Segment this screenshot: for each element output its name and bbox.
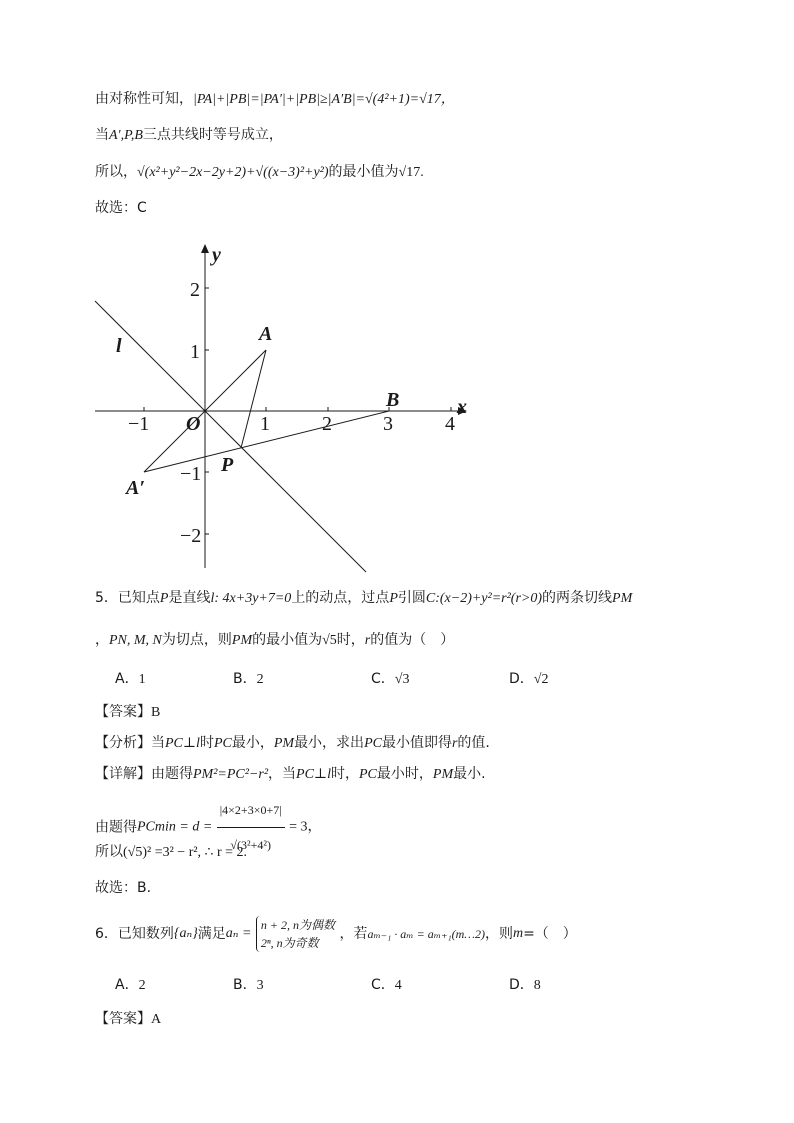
- label-B: B: [386, 389, 400, 411]
- tick-x-neg1: −1: [128, 413, 150, 435]
- q6-option-b[interactable]: B．3: [233, 977, 264, 993]
- q5-answer-final: 故选：B.: [95, 880, 152, 896]
- tick-y-1: 1: [190, 341, 200, 363]
- circle-equation: C:(x−2)+y²=r²(r>0): [425, 591, 543, 606]
- label-A-prime: A′: [126, 477, 145, 499]
- tick-x-2: 2: [322, 413, 332, 435]
- q5-stem-line-1: 5．已知点P是直线l: 4x+3y+7=0上的动点，过点P引圆C:(x−2)+y²=r²(r>0)的两条切线PM: [95, 590, 633, 606]
- q6-options: [115, 975, 715, 995]
- q5-option-c[interactable]: C．√3: [371, 671, 410, 687]
- symmetry-inequality: |PA|+|PB|=|PA′|+|PB|≥|A′B|=√(4²+1)=√17，: [193, 92, 455, 107]
- q5-option-a[interactable]: A．1: [115, 671, 146, 687]
- q5-stem-line-2: ，PN, M, N为切点，则PM的最小值为√5时，r的值为（ ）: [95, 632, 455, 648]
- label-P: P: [221, 454, 234, 476]
- solution-line-3: 所以，√(x²+y²−2x−2y+2)+√((x−3)²+y²)的最小值为√17.: [95, 164, 424, 180]
- piecewise-cases: n + 2, n为偶数 2ⁿ, n为奇数: [256, 916, 335, 952]
- q6-option-a[interactable]: A．2: [115, 977, 146, 993]
- q6-answer: 【答案】A: [95, 1011, 162, 1027]
- label-A: A: [259, 323, 273, 345]
- q5-calc: 由题得PCmin = d = $\frac{|4\times 2+3\times 0+7|}{\text{√(3²+4²)}}$ = 3，: [95, 793, 321, 862]
- segment-OA: [205, 350, 266, 411]
- recurrence-condition: aₘ₋₁ · aₘ = aₘ₊₁(m…2): [367, 927, 485, 941]
- tick-x-3: 3: [383, 413, 393, 435]
- label-y-axis: y: [212, 244, 221, 266]
- tick-y-neg2: −2: [180, 525, 202, 547]
- q6-option-d[interactable]: D．8: [509, 977, 541, 993]
- tick-x-4: 4: [445, 413, 455, 435]
- label-l: l: [116, 335, 122, 357]
- q6-option-c[interactable]: C．4: [371, 977, 402, 993]
- solution-answer: 故选：C: [95, 200, 147, 216]
- coordinate-figure: [90, 238, 480, 578]
- line-equation: l: 4x+3y+7=0: [210, 591, 292, 606]
- q6-stem: 6．已知数列{aₙ}满足aₙ = n + 2, n为偶数 2ⁿ, n为奇数 ，若aₘ₋₁ · aₘ = aₘ₊₁(m…2)，则m=（ ）: [95, 918, 577, 950]
- solution-line-1: 由对称性可知，|PA|+|PB|=|PA′|+|PB|≥|A′B|=√(4²+1)=√17，: [95, 91, 455, 107]
- label-x-axis: x: [457, 396, 467, 418]
- tick-y-2: 2: [190, 279, 200, 301]
- q5-options: [115, 669, 715, 689]
- line-l: [95, 301, 366, 572]
- q5-analysis: 【分析】当PC⊥l时PC最小，PM最小，求出PC最小值即得r的值.: [95, 735, 490, 751]
- distance-fraction: $\frac{|4\times 2+3\times 0+7|}{\text{√(3²+4²)}}$: [217, 793, 285, 862]
- tick-y-neg1: −1: [180, 463, 202, 485]
- q5-detail: 【详解】由题得PM²=PC²−r²，当PC⊥l时，PC最小时，PM最小.: [95, 766, 486, 782]
- q5-answer: 【答案】B: [95, 704, 161, 720]
- min-expression: √(x²+y²−2x−2y+2)+√((x−3)²+y²): [137, 165, 329, 180]
- q5-conclusion: 所以(√5)² =3² − r², ∴ r = 2.: [95, 844, 248, 860]
- q5-option-b[interactable]: B．2: [233, 671, 264, 687]
- label-O: O: [186, 413, 201, 435]
- solution-line-2: 当A′,P,B三点共线时等号成立，: [95, 127, 283, 143]
- q5-option-d[interactable]: D．√2: [509, 671, 549, 687]
- tick-x-1: 1: [260, 413, 270, 435]
